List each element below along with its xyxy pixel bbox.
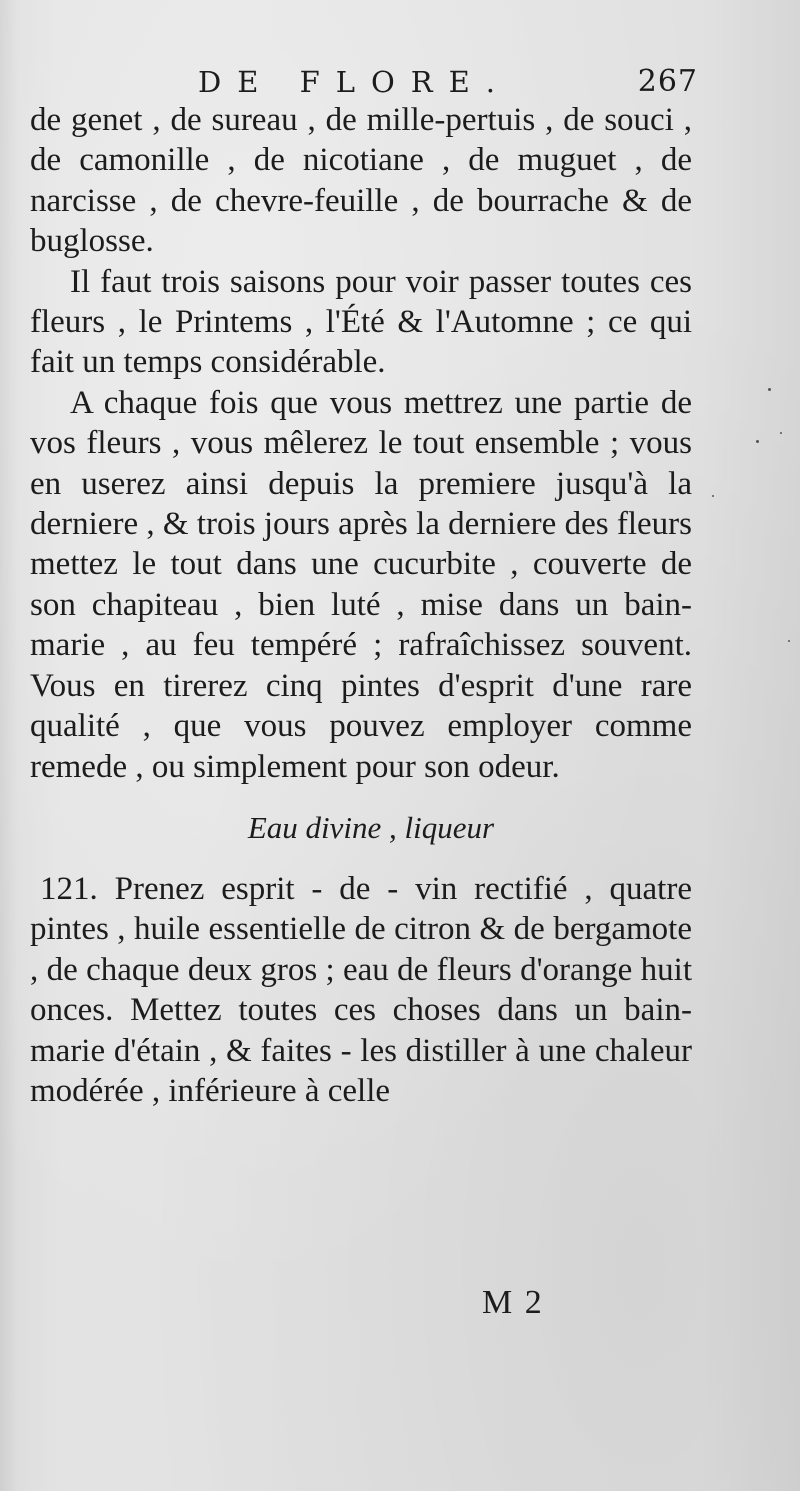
recipe-text: Prenez esprit - de - vin rectifié , quatre pintes , huile essentielle de citron & de bergamote , de chaque deux gros ; eau de fleurs d'orange huit onces. Mettez toutes ces choses dans un bain-marie d'étain , & faites - les distiller à une chaleur modérée , inférieure à celle — [30, 870, 692, 1109]
signature-mark: M 2 — [482, 1284, 544, 1321]
paragraph-continuation: de genet , de sureau , de mille-pertuis , de souci , de camonille , de nicotiane , de muguet , de narcisse , de chevre-feuille , de bourrache & de buglosse. — [30, 102, 692, 260]
ink-speck — [788, 640, 790, 642]
ink-speck — [780, 432, 782, 434]
running-head — [198, 62, 708, 102]
ink-speck — [712, 495, 714, 497]
section-heading: Eau divine , liqueur — [247, 809, 495, 845]
page-number: 267 — [637, 64, 698, 99]
ink-speck — [768, 388, 771, 391]
recipe-paragraph — [30, 869, 692, 1111]
recipe-number: 121. — [40, 870, 98, 907]
running-head-title: DE FLORE. — [198, 65, 512, 99]
ink-speck — [756, 440, 759, 443]
paragraph-seasons: Il faut trois saisons pour voir passer toutes ces fleurs , le Printems , l'Été & l'Automne ; ce qui fait un temps considérable. — [30, 263, 692, 381]
paragraph-method: A chaque fois que vous mettrez une partie de vos fleurs , vous mêlerez le tout ensemble ; vous en userez ainsi depuis la premiere jusqu'à la derniere , & trois jours après la derniere des fleurs mettez le tout dans une cucurbite , couverte de son chapiteau , bien luté , mise dans un bain-marie , au feu tempéré ; rafraîchissez souvent. Vous en tirerez cinq pintes d'esprit d'une rare qualité , que vous pouvez employer comme remede , ou simplement pour son odeur. — [30, 384, 692, 785]
body-text — [30, 100, 692, 1111]
